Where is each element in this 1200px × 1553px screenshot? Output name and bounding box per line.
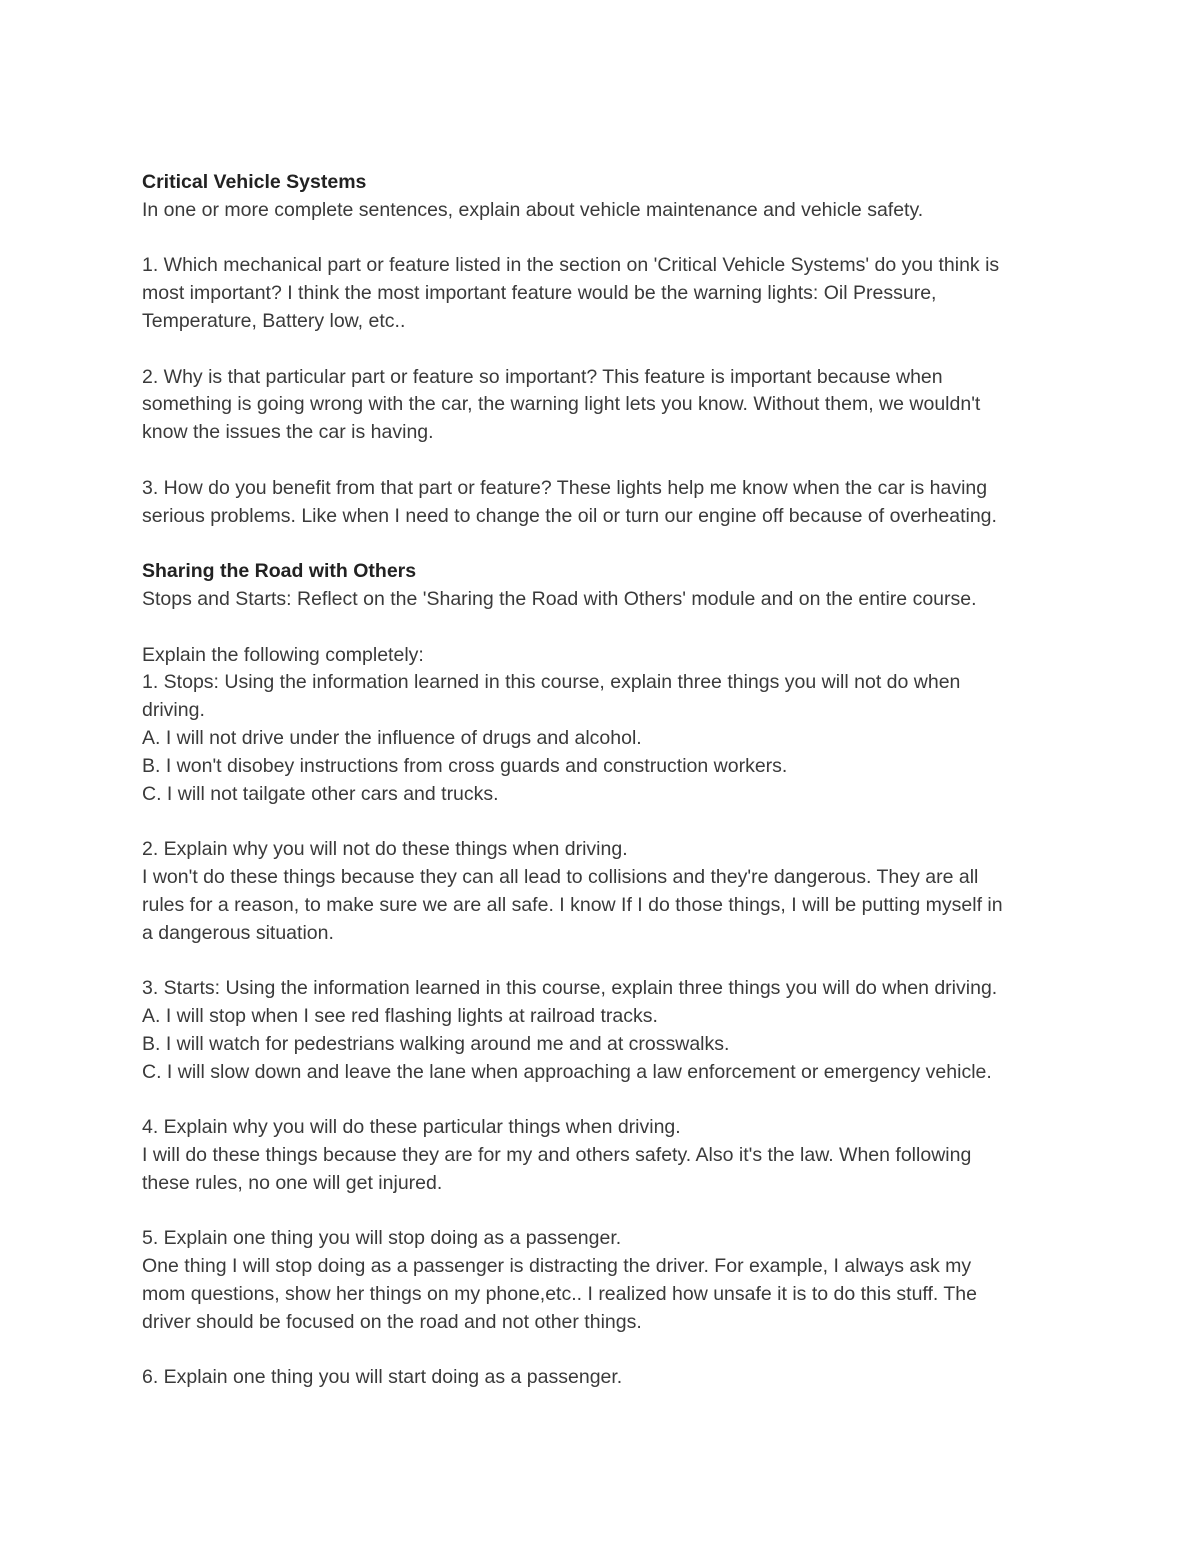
starts-why-question: 4. Explain why you will do these particular things when driving. bbox=[142, 1116, 681, 1139]
explain-instruction: Explain the following completely: bbox=[142, 643, 424, 666]
starts-why-answer-line-1: I will do these things because they are for my and others safety. Also it's the law. When following bbox=[142, 1143, 972, 1166]
blank-line bbox=[142, 1086, 1062, 1114]
stops-why-answer-line-3: a dangerous situation. bbox=[142, 921, 334, 944]
stops-why-answer-line-1: I won't do these things because they can all lead to collisions and they're dangerous. They are all bbox=[142, 865, 979, 888]
starts-answer-a: A. I will stop when I see red flashing lights at railroad tracks. bbox=[142, 1004, 658, 1027]
passenger-stop-answer-line-3: driver should be focused on the road and not other things. bbox=[142, 1310, 642, 1333]
section-intro: In one or more complete sentences, explain about vehicle maintenance and vehicle safety. bbox=[142, 198, 924, 221]
question-3-line-1: 3. How do you benefit from that part or feature? These lights help me know when the car is having bbox=[142, 476, 988, 499]
starts-answer-c: C. I will slow down and leave the lane when approaching a law enforcement or emergency vehicle. bbox=[142, 1060, 992, 1083]
passenger-stop-answer-line-1: One thing I will stop doing as a passenger is distracting the driver. For example, I always ask my bbox=[142, 1255, 972, 1278]
blank-line bbox=[142, 808, 1062, 836]
question-2-line-2: something is going wrong with the car, the warning light lets you know. Without them, we wouldn't bbox=[142, 393, 981, 416]
starts-question: 3. Starts: Using the information learned in this course, explain three things you will do when driving. bbox=[142, 977, 998, 1000]
question-3-line-2: serious problems. Like when I need to change the oil or turn our engine off because of overheating. bbox=[142, 504, 997, 527]
document-body bbox=[142, 169, 1062, 1392]
starts-why-answer-line-2: these rules, no one will get injured. bbox=[142, 1171, 443, 1194]
section-heading-sharing-the-road: Sharing the Road with Others bbox=[142, 560, 417, 583]
stops-answer-c: C. I will not tailgate other cars and trucks. bbox=[142, 782, 499, 805]
blank-line bbox=[142, 225, 1062, 253]
blank-line bbox=[142, 614, 1062, 642]
stops-answer-a: A. I will not drive under the influence of drugs and alcohol. bbox=[142, 726, 642, 749]
passenger-stop-question: 5. Explain one thing you will stop doing as a passenger. bbox=[142, 1227, 622, 1250]
section-intro: Stops and Starts: Reflect on the 'Sharing the Road with Others' module and on the entire course. bbox=[142, 587, 977, 610]
stops-question-line-1: 1. Stops: Using the information learned in this course, explain three things you will not do when bbox=[142, 671, 961, 694]
stops-why-answer-line-2: rules for a reason, to make sure we are all safe. I know If I do those things, I will be putting myself in bbox=[142, 893, 1003, 916]
stops-why-question: 2. Explain why you will not do these things when driving. bbox=[142, 838, 628, 861]
blank-line bbox=[142, 947, 1062, 975]
section-heading-critical-vehicle-systems: Critical Vehicle Systems bbox=[142, 171, 367, 193]
question-1-line-3: Temperature, Battery low, etc.. bbox=[142, 309, 406, 332]
stops-question-line-2: driving. bbox=[142, 699, 205, 722]
blank-line bbox=[142, 530, 1062, 558]
blank-line bbox=[142, 447, 1062, 475]
passenger-start-question: 6. Explain one thing you will start doing as a passenger. bbox=[142, 1366, 623, 1389]
blank-line bbox=[142, 1197, 1062, 1225]
stops-answer-b: B. I won't disobey instructions from cross guards and construction workers. bbox=[142, 754, 788, 777]
question-1-line-1: 1. Which mechanical part or feature listed in the section on 'Critical Vehicle Systems' do you think is bbox=[142, 254, 1000, 277]
passenger-stop-answer-line-2: mom questions, show her things on my phone,etc.. I realized how unsafe it is to do this stuff. The bbox=[142, 1282, 977, 1305]
question-2-line-1: 2. Why is that particular part or feature so important? This feature is important because when bbox=[142, 365, 943, 388]
starts-answer-b: B. I will watch for pedestrians walking around me and at crosswalks. bbox=[142, 1032, 730, 1055]
question-2-line-3: know the issues the car is having. bbox=[142, 421, 434, 444]
blank-line bbox=[142, 1336, 1062, 1364]
blank-line bbox=[142, 336, 1062, 364]
question-1-line-2: most important? I think the most important feature would be the warning lights: Oil Pressure, bbox=[142, 282, 937, 305]
